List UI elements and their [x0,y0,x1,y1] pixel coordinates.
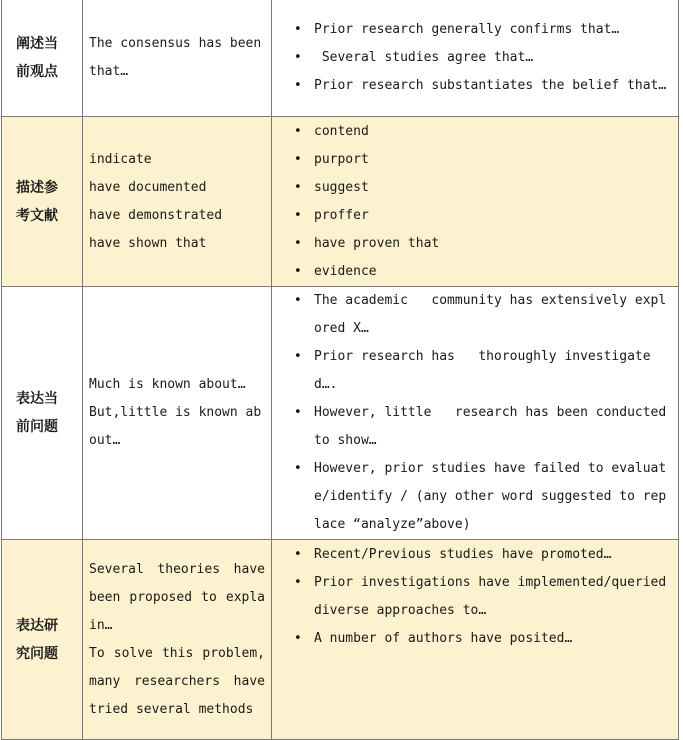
phrase-cell [83,540,272,740]
list-item: • Prior research generally confirms that… [314,16,670,44]
list-item: • suggest [314,174,670,202]
phrase-cell [83,0,272,117]
row-label: 表达当前问题 [16,391,58,435]
list-item: • Prior research substantiates the belief that… [314,72,670,100]
items-cell [272,0,679,117]
phrase-text: have shown that [89,235,207,251]
items-cell [272,540,679,740]
list-item: • A number of authors have posited… [314,625,670,653]
table-row [2,117,679,287]
items-cell [272,287,679,540]
list-item: • purport [314,146,670,174]
academic-phrase-table [1,0,679,740]
item-list [292,16,670,100]
table-row [2,540,679,740]
phrase-text: Much is known about… [89,377,246,392]
row-label: 表达研究问题 [16,617,58,662]
items-cell [272,117,679,287]
table-row [2,0,679,117]
row-label-cell [2,540,83,740]
row-label-cell [2,117,83,287]
list-item: • proffer [314,202,670,230]
item-list [292,118,670,286]
phrase-text: To solve this problem,many researchers have tried several methods [89,645,265,717]
phrase-text: But,little is known about… [89,405,262,448]
phrase-text: Several theories have been proposed to explain… [89,561,265,633]
phrase-text: indicate [89,151,152,167]
phrase-cell [83,287,272,540]
item-list [292,540,670,653]
list-item: • Prior research has thoroughly investigated…. [314,343,670,399]
row-label: 阐述当前观点 [16,35,58,80]
list-item: • evidence [314,258,670,286]
list-item: • However, little research has been conducted to show… [314,399,670,455]
row-label-cell [2,287,83,540]
phrase-text: The consensus has been that… [89,35,262,79]
list-item: • have proven that [314,230,670,258]
item-list [292,287,675,539]
phrase-text: have documented [89,179,207,195]
phrase-text: have demonstrated [89,207,223,223]
list-item: • The academic community has extensively explored X… [314,287,670,343]
row-label-cell [2,0,83,117]
phrase-cell [83,117,272,287]
list-item: • Several studies agree that… [314,44,670,72]
list-item: • Prior investigations have implemented/queried diverse approaches to… [314,569,670,625]
row-label: 描述参考文献 [16,179,58,224]
table-row [2,287,679,540]
list-item: • contend [314,118,670,146]
list-item: • However, prior studies have failed to evaluate/identify / (any other word suggested to replace “analyze”above) [314,455,670,539]
list-item: • Recent/Previous studies have promoted… [314,541,670,569]
